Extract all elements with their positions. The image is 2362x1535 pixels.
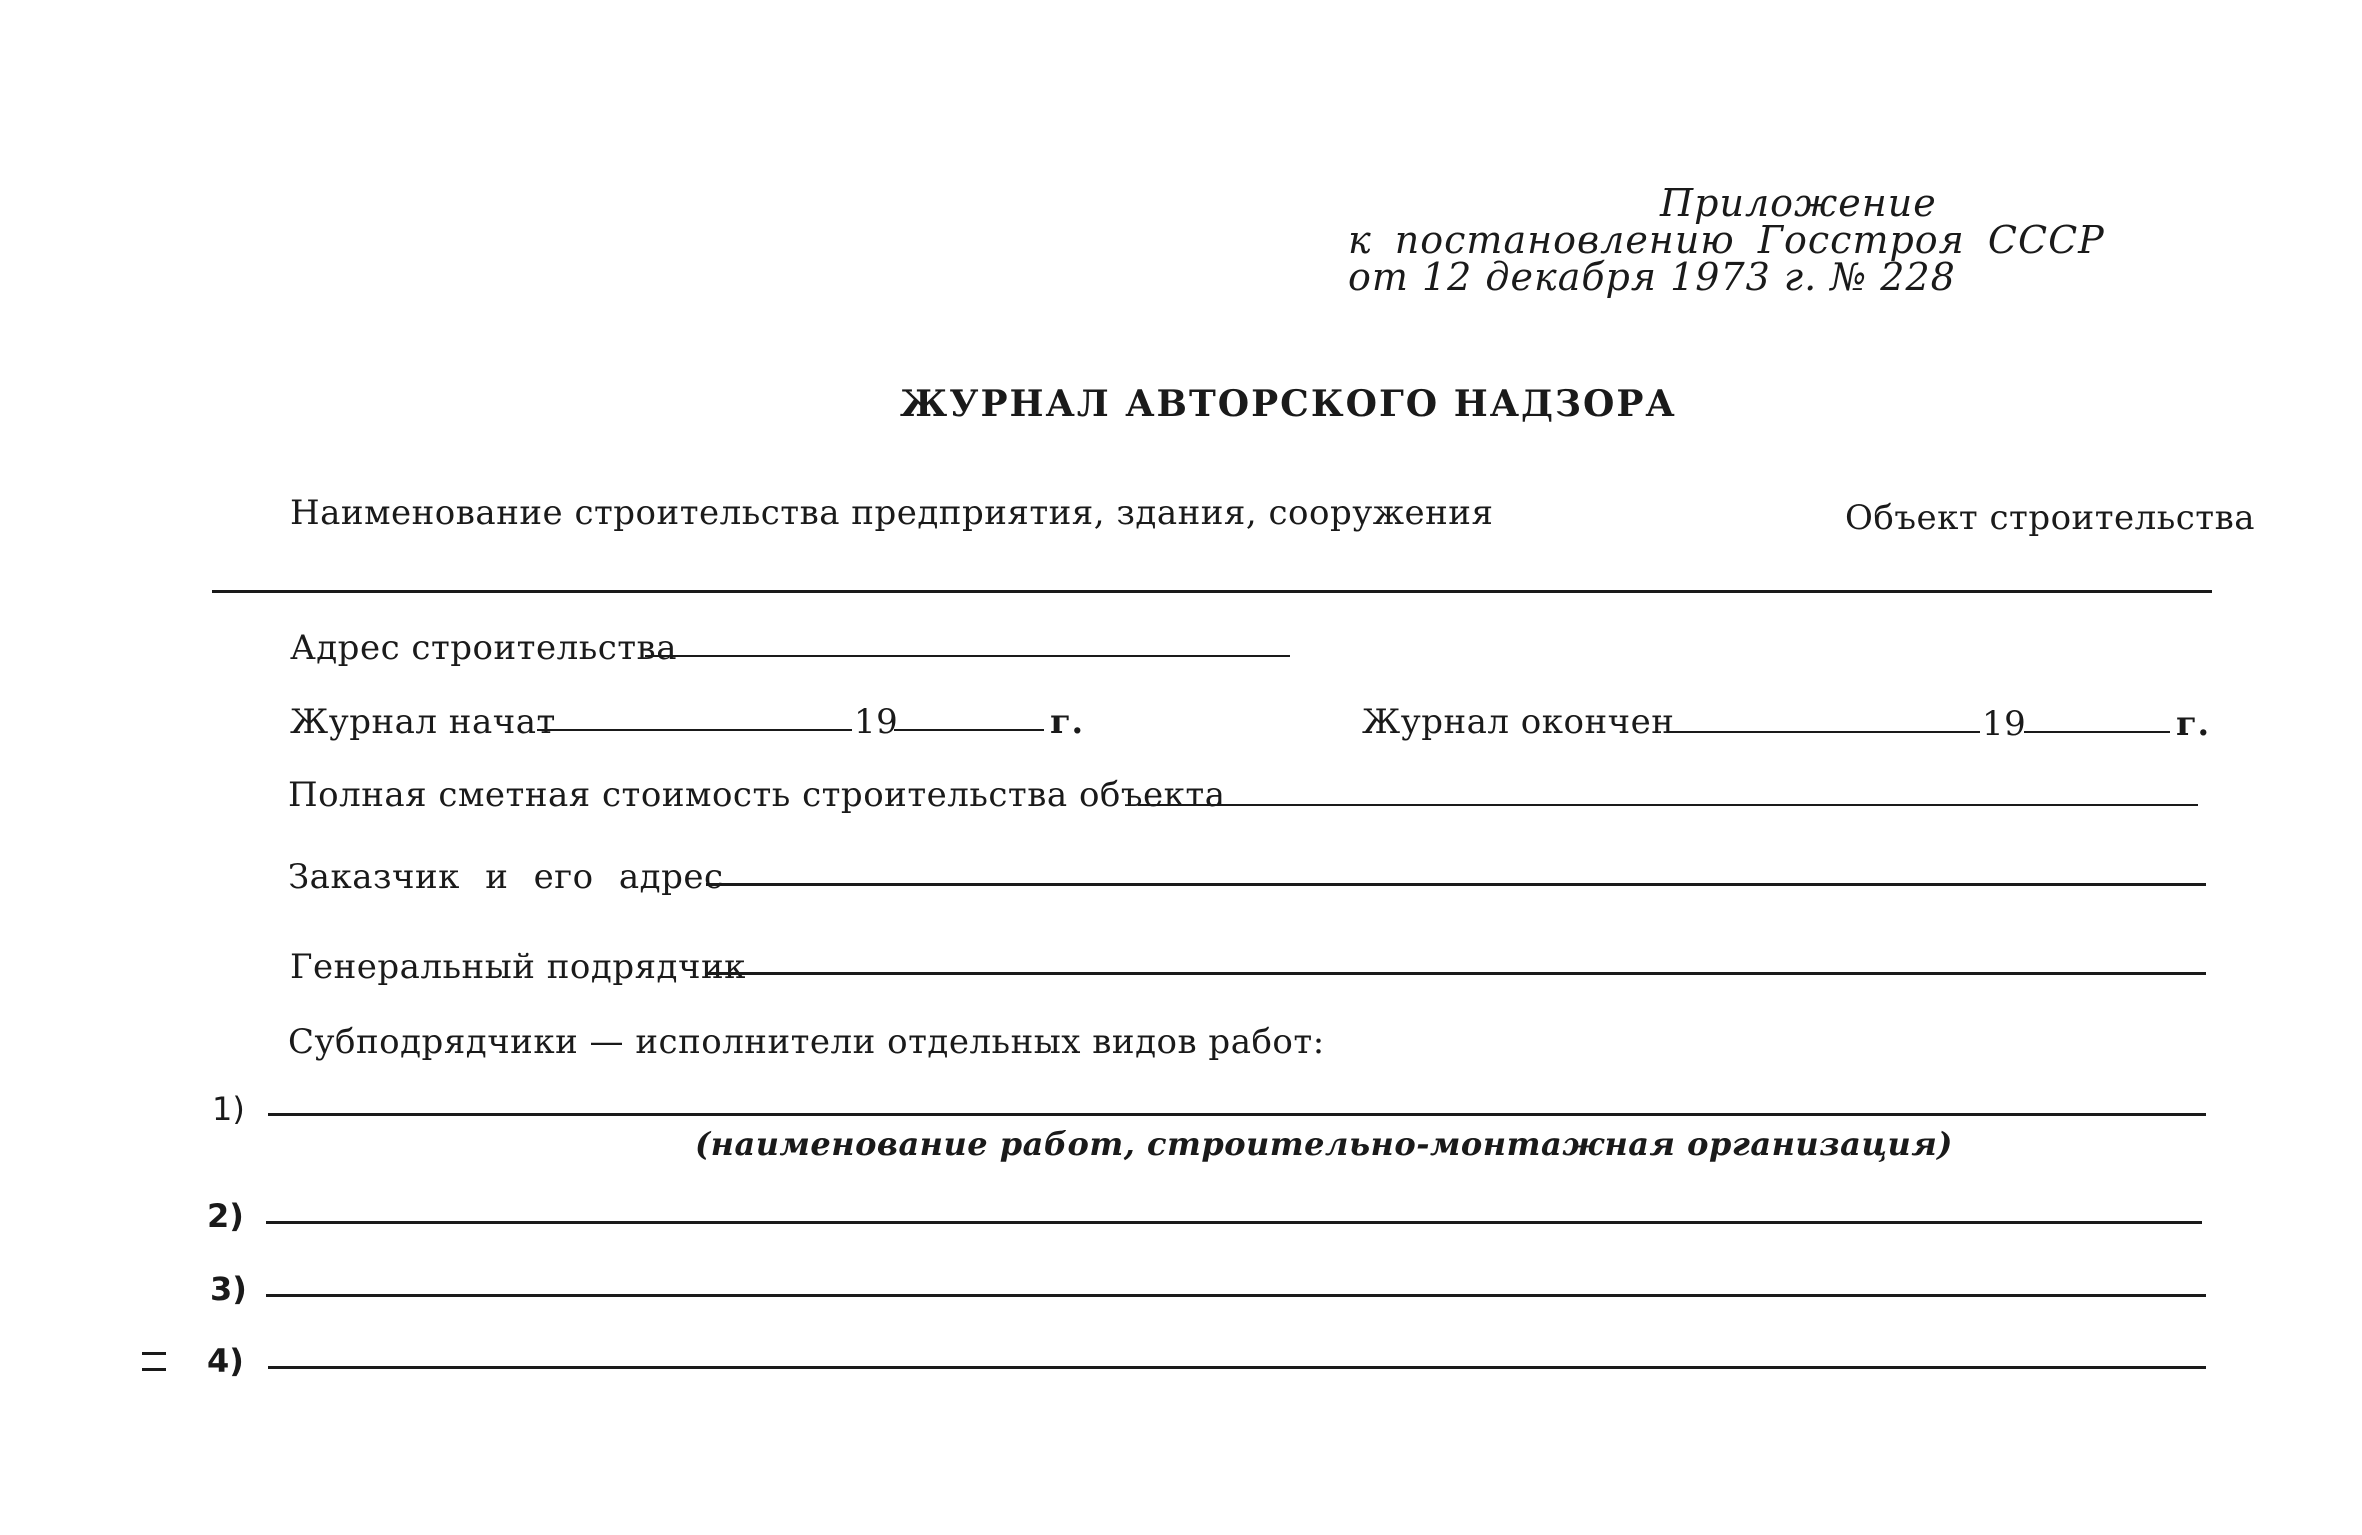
subcontractor-caption: (наименование работ, строительно-монтажная организация)	[695, 1125, 1953, 1163]
construction-name-label: Наименование строительства предприятия, здания, сооружения	[290, 493, 1494, 533]
journal-ended-year-line[interactable]	[2024, 731, 2170, 733]
appendix-line-3: от 12 декабря 1973 г. № 228	[1348, 255, 1956, 299]
construction-name-line[interactable]	[212, 590, 2212, 593]
journal-started-year-prefix: 19	[854, 702, 899, 742]
journal-started-year-suffix: г.	[1050, 702, 1084, 742]
appendix-line-1: Приложение	[1660, 181, 1937, 225]
customer-line[interactable]	[706, 883, 2206, 886]
construction-object-label: Объект строительства	[1845, 498, 2256, 538]
journal-started-day-line[interactable]	[537, 729, 852, 731]
subcontractor-number-4: 4)	[207, 1342, 244, 1380]
address-line[interactable]	[645, 655, 1290, 657]
subcontractors-label: Субподрядчики — исполнители отдельных видов работ:	[288, 1022, 1325, 1062]
page-title: ЖУРНАЛ АВТОРСКОГО НАДЗОРА	[900, 383, 1677, 425]
journal-started-label: Журнал начат	[290, 702, 556, 742]
journal-ended-label: Журнал окончен	[1362, 702, 1675, 742]
subcontractor-line-2[interactable]	[266, 1221, 2202, 1224]
full-cost-label: Полная сметная стоимость строительства объекта	[288, 775, 1226, 815]
journal-started-year-line[interactable]	[894, 729, 1044, 731]
subcontractor-line-3[interactable]	[266, 1294, 2206, 1297]
subcontractor-number-2: 2)	[207, 1197, 244, 1235]
general-contractor-line[interactable]	[706, 972, 2206, 975]
subcontractor-line-4[interactable]	[268, 1366, 2206, 1369]
journal-ended-year-suffix: г.	[2176, 704, 2210, 744]
subcontractor-number-3: 3)	[210, 1270, 247, 1308]
subcontractor-number-1: 1)	[212, 1090, 245, 1128]
margin-mark-bottom	[142, 1368, 166, 1371]
customer-label: Заказчик и его адрес	[288, 857, 724, 897]
journal-ended-day-line[interactable]	[1668, 731, 1980, 733]
full-cost-line[interactable]	[1138, 804, 2198, 806]
subcontractor-line-1[interactable]	[268, 1113, 2206, 1116]
address-label: Адрес строительства	[290, 628, 677, 668]
journal-ended-year-prefix: 19	[1982, 704, 2027, 744]
appendix-line-2: к постановлению Госстроя СССР	[1348, 218, 2105, 262]
general-contractor-label: Генеральный подрядчик	[290, 947, 746, 987]
margin-mark-top	[142, 1352, 166, 1355]
